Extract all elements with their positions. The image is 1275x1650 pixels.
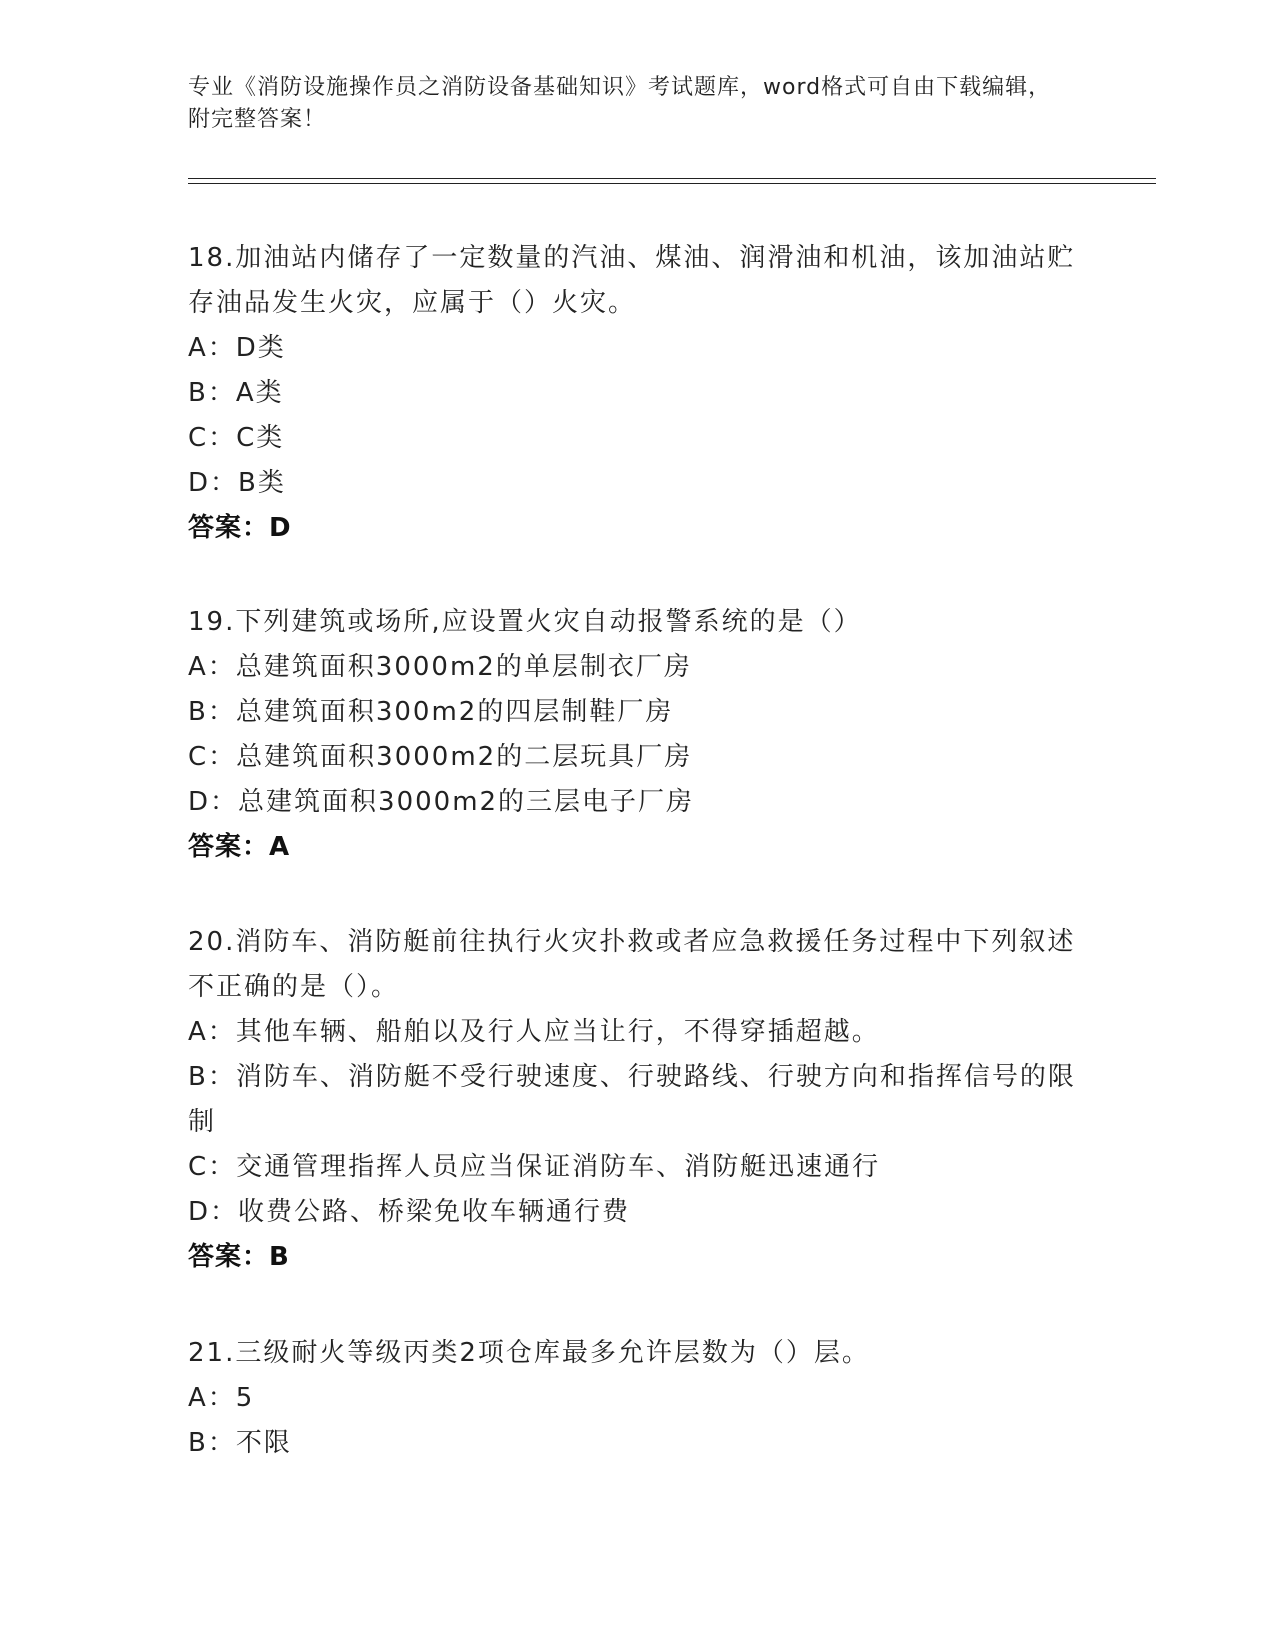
question-20 (188, 920, 1088, 1280)
header-divider-bottom (188, 183, 1156, 184)
option-c: C：交通管理指挥人员应当保证消防车、消防艇迅速通行 (188, 1152, 881, 1182)
answer: 答案：B (188, 1242, 290, 1272)
option-a: A：5 (188, 1383, 255, 1413)
option-c: C：C类 (188, 423, 285, 453)
option-d: D：B类 (188, 468, 286, 498)
answer: 答案：D (188, 513, 292, 543)
option-d: D：总建筑面积3000m2的三层电子厂房 (188, 787, 695, 817)
option-a: A：总建筑面积3000m2的单层制衣厂房 (188, 652, 692, 682)
option-b: B：不限 (188, 1428, 292, 1458)
answer: 答案：A (188, 832, 291, 862)
option-b: B：消防车、消防艇不受行驶速度、行驶路线、行驶方向和指挥信号的限制 (188, 1062, 1076, 1137)
option-a: A：D类 (188, 333, 286, 363)
document-header: 专业《消防设施操作员之消防设备基础知识》考试题库，word格式可自由下载编辑，附完整答案！ (188, 75, 1052, 132)
option-d: D：收费公路、桥梁免收车辆通行费 (188, 1197, 631, 1227)
header-divider-top (188, 178, 1156, 179)
question-19 (188, 600, 1088, 870)
question-stem: 19.下列建筑或场所,应设置火灾自动报警系统的是（） (188, 607, 862, 637)
option-b: B：总建筑面积300m2的四层制鞋厂房 (188, 697, 674, 727)
question-21 (188, 1331, 1088, 1466)
option-a: A：其他车辆、船舶以及行人应当让行，不得穿插超越。 (188, 1017, 880, 1047)
question-stem: 21.三级耐火等级丙类2项仓库最多允许层数为（）层。 (188, 1338, 870, 1368)
option-b: B：A类 (188, 378, 284, 408)
question-stem: 18.加油站内储存了一定数量的汽油、煤油、润滑油和机油，该加油站贮存油品发生火灾，应属于（）火灾。 (188, 243, 1076, 318)
question-stem: 20.消防车、消防艇前往执行火灾扑救或者应急救援任务过程中下列叙述不正确的是（）。 (188, 927, 1076, 1002)
question-18 (188, 236, 1088, 551)
option-c: C：总建筑面积3000m2的二层玩具厂房 (188, 742, 693, 772)
